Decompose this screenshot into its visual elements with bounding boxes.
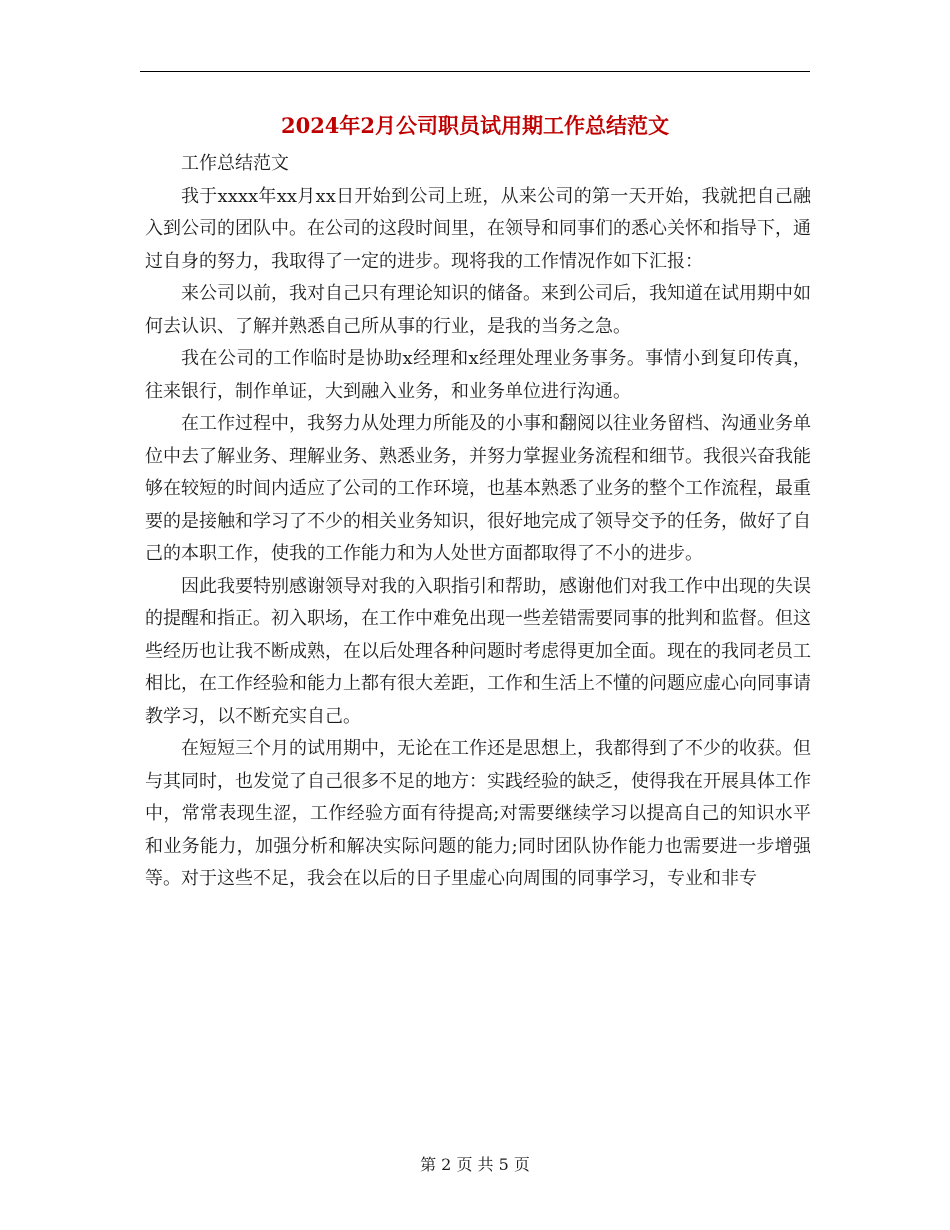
- paragraph: 我在公司的工作临时是协助x经理和x经理处理业务事务。事情小到复印传真，往来银行，制作单证，大到融入业务，和业务单位进行沟通。: [145, 348, 811, 402]
- page-footer: [140, 1153, 810, 1177]
- paragraph: 来公司以前，我对自己只有理论知识的储备。来到公司后，我知道在试用期中如何去认识、了解并熟悉自己所从事的行业，是我的当务之急。: [145, 283, 811, 337]
- page-number: 第 2 页 共 5 页: [420, 1155, 530, 1174]
- header-rule: [140, 71, 810, 72]
- paragraph: 因此我要特别感谢领导对我的入职指引和帮助，感谢他们对我工作中出现的失误的提醒和指正。初入职场，在工作中难免出现一些差错需要同事的批判和监督。但这些经历也让我不断成熟，在以后处理各种问题时考虑得更加全面。现在的我同老员工相比，在工作经验和能力上都有很大差距，工作和生活上不懂的问题应虚心向同事请教学习，以不断充实自己。: [145, 575, 811, 727]
- document-body: [145, 148, 811, 896]
- subheading: 工作总结范文: [181, 153, 289, 174]
- paragraph: 我于xxxx年xx月xx日开始到公司上班，从来公司的第一天开始，我就把自己融入到公司的团队中。在公司的这段时间里，在领导和同事们的悉心关怀和指导下，通过自身的努力，我取得了一定的进步。现将我的工作情况作如下汇报：: [145, 185, 811, 272]
- document-title: 2024年2月公司职员试用期工作总结范文: [280, 113, 670, 138]
- paragraph: 在工作过程中，我努力从处理力所能及的小事和翻阅以往业务留档、沟通业务单位中去了解业务、理解业务、熟悉业务，并努力掌握业务流程和细节。我很兴奋我能够在较短的时间内适应了公司的工作环境，也基本熟悉了业务的整个工作流程，最重要的是接触和学习了不少的相关业务知识，很好地完成了领导交予的任务，做好了自己的本职工作，使我的工作能力和为人处世方面都取得了不小的进步。: [145, 413, 811, 564]
- paragraph: 在短短三个月的试用期中，无论在工作还是思想上，我都得到了不少的收获。但与其同时，也发觉了自己很多不足的地方：实践经验的缺乏，使得我在开展具体工作中，常常表现生涩，工作经验方面有待提高;对需要继续学习以提高自己的知识水平和业务能力，加强分析和解决实际问题的能力;同时团队协作能力也需要进一步增强等。对于这些不足，我会在以后的日子里虚心向周围的同事学习，专业和非专: [145, 738, 811, 889]
